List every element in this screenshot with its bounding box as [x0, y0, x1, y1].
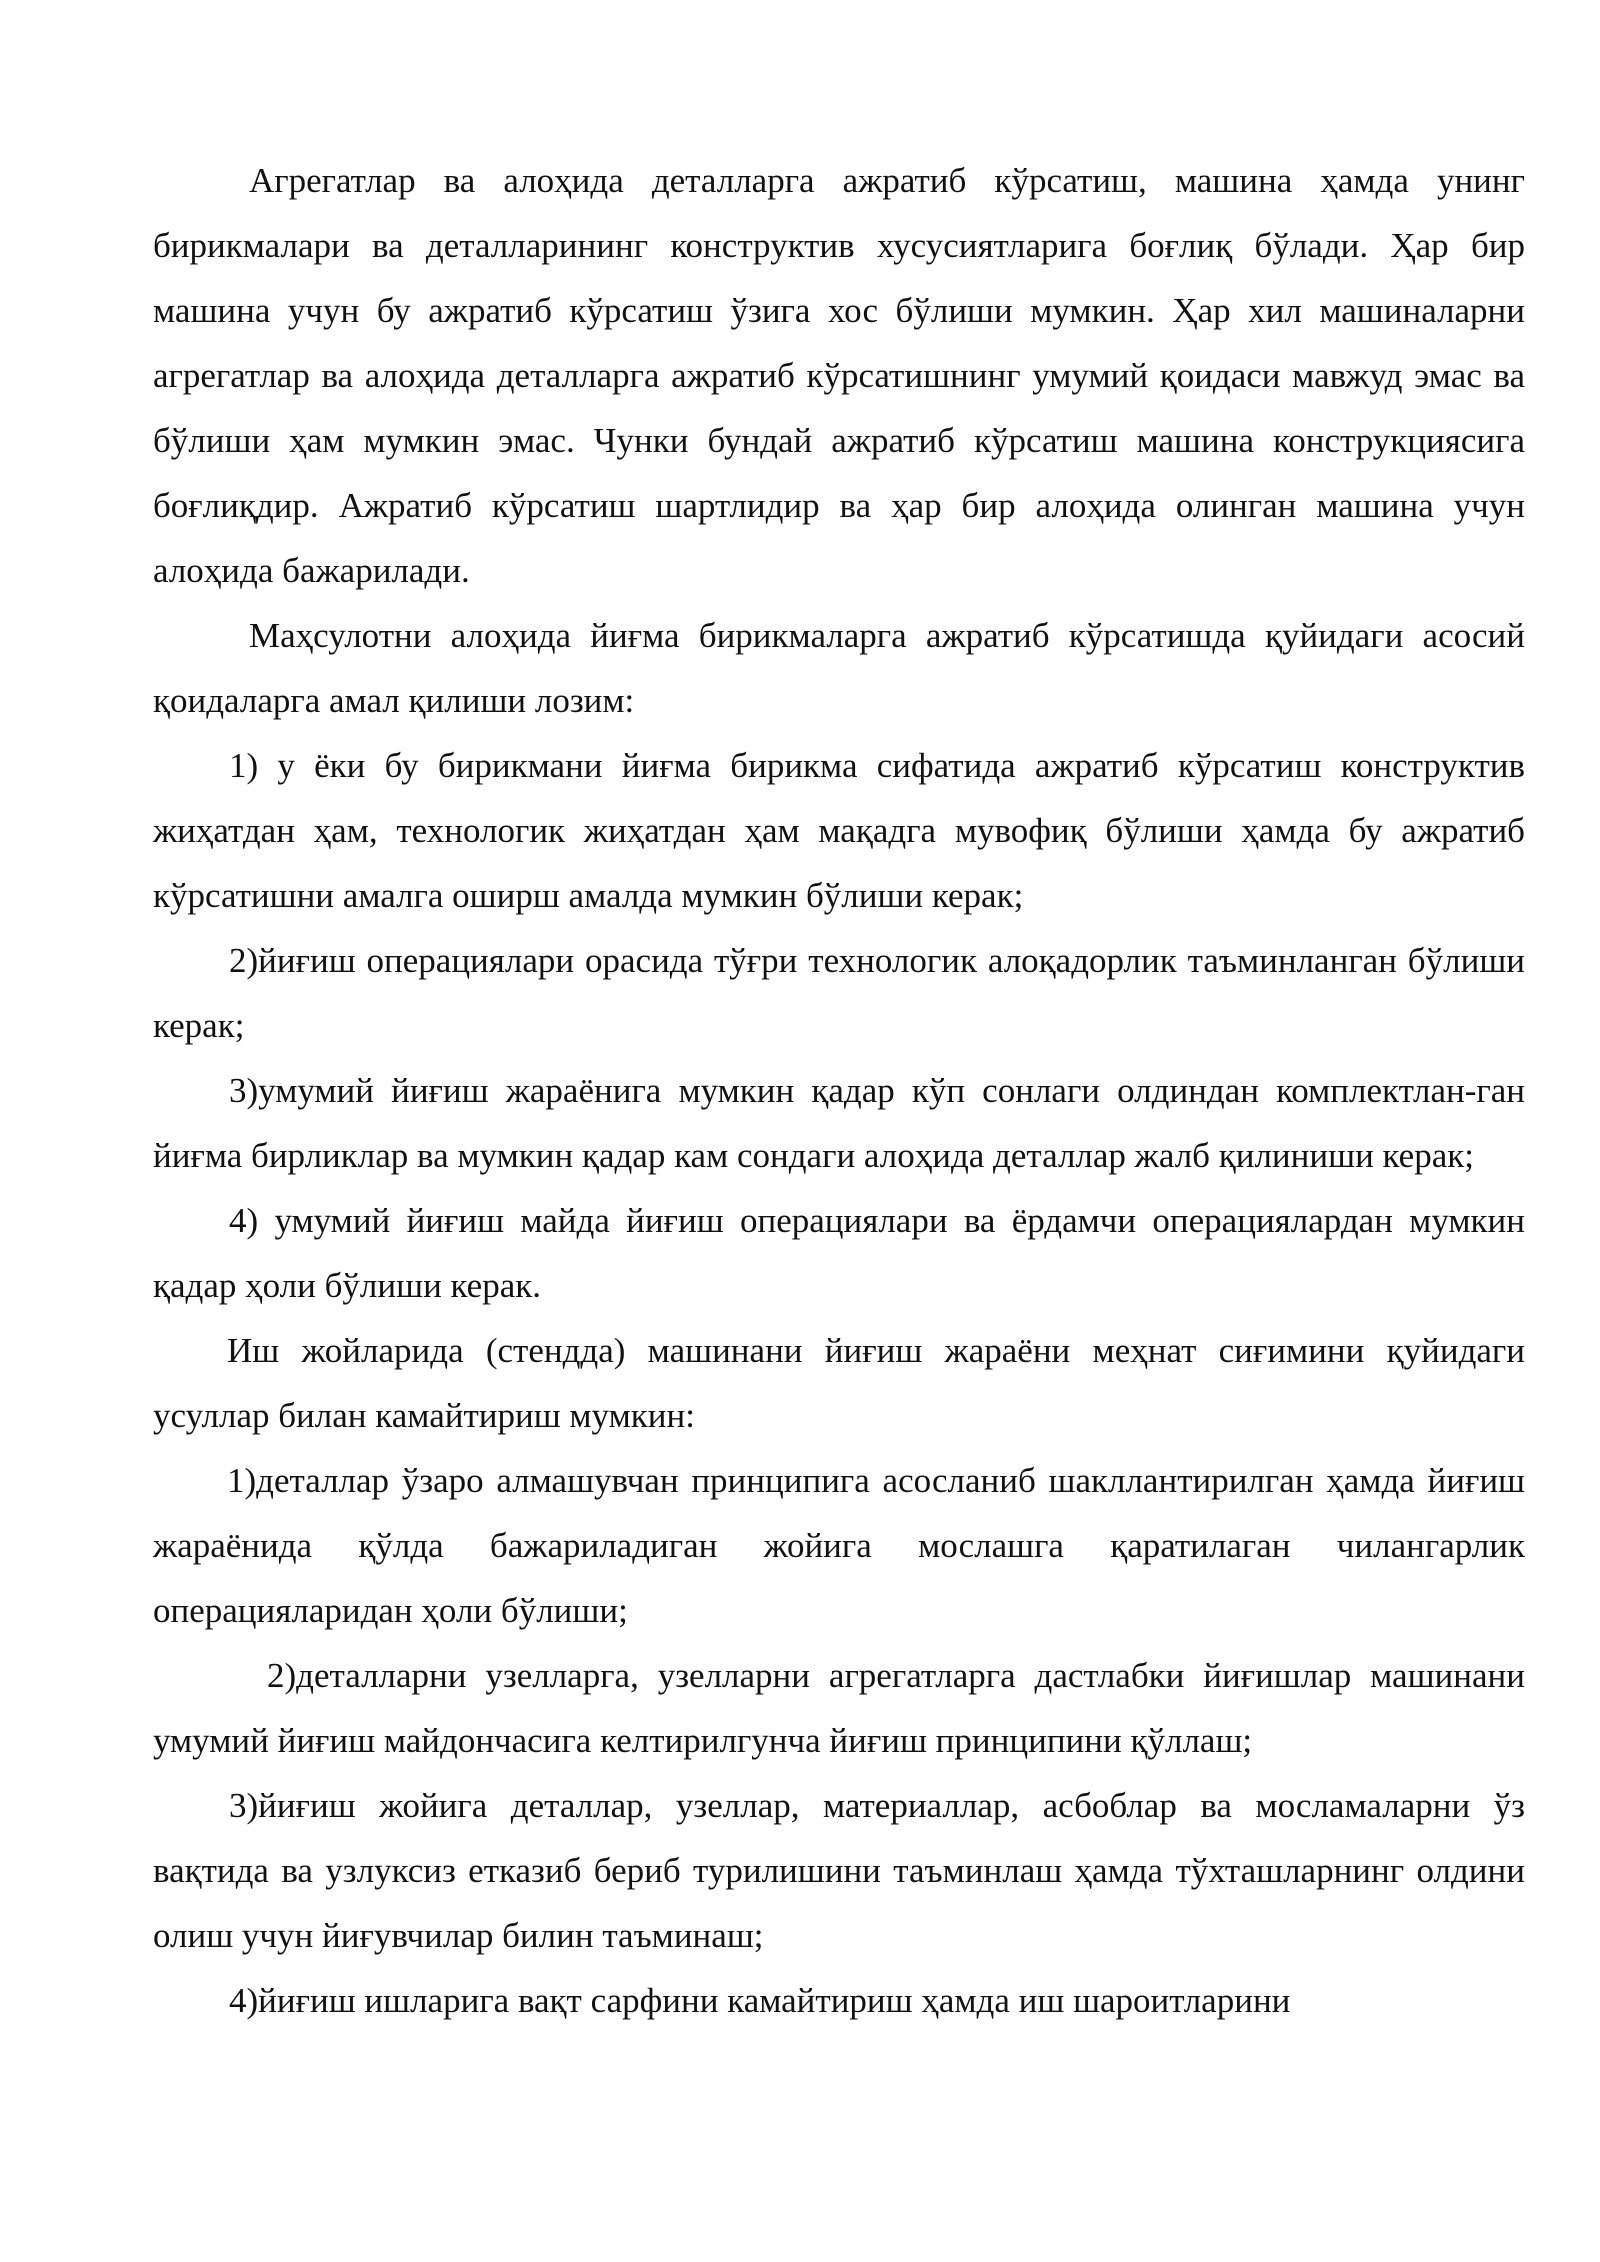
paragraph-rule-3: 3)умумий йиғиш жараёнига мумкин қадар кўп сонлаги олдиндан комплектлан-ган йиғма бирликлар ва мумкин қадар кам сондаги алоҳида деталлар жалб қилиниши керак;: [153, 1071, 1525, 1175]
paragraph-rules-intro: Маҳсулотни алоҳида йиғма бирикмаларга ажратиб кўрсатишда қуйидаги асосий қоидаларга амал қилиши лозим:: [153, 616, 1525, 720]
paragraph-method-2: 2)деталларни узелларга, узелларни агрегатларга дастлабки йиғишлар машинани умумий йиғиш майдончасига келтирилгунча йиғиш принципини қўллаш;: [153, 1656, 1525, 1760]
paragraph-rule-4: 4) умумий йиғиш майда йиғиш операциялари ва ёрдамчи операциялардан мумкин қадар ҳоли бўлиши керак.: [153, 1201, 1525, 1305]
paragraph-rule-1: 1) у ёки бу бирикмани йиғма бирикма сифатида ажратиб кўрсатиш конструктив жиҳатдан ҳам, технологик жиҳатдан ҳам мақадга мувофиқ бўлиши ҳамда бу ажратиб кўрсатишни амалга оширш амалда мумкин бўлиши керак;: [153, 746, 1525, 915]
paragraph-method-1: 1)деталлар ўзаро алмашувчан принципига асосланиб шакллантирилган ҳамда йиғиш жараёнида қўлда бажариладиган жойига мослашга қаратилаган чилангарлик операцияларидан ҳоли бўлиши;: [153, 1461, 1525, 1630]
paragraph-rule-2: 2)йиғиш операциялари орасида тўғри технологик алоқадорлик таъминланган бўлиши керак;: [153, 941, 1525, 1045]
paragraph-methods-intro: Иш жойларида (стендда) машинани йиғиш жараёни меҳнат сиғимини қуйидаги усуллар билан камайтириш мумкин:: [153, 1331, 1525, 1435]
paragraph-method-3: 3)йиғиш жойига деталлар, узеллар, материаллар, асбоблар ва мосламаларни ўз вақтида ва узлуксиз етказиб бериб турилишини таъминлаш ҳамда тўхташларнинг олдини олиш учун йиғувчилар билин таъминаш;: [153, 1786, 1525, 1955]
paragraph-method-4: 4)йиғиш ишларига вақт сарфини камайтириш ҳамда иш шароитларини: [229, 1981, 1291, 2020]
document-body: [153, 148, 1525, 2033]
paragraph-aggregates-intro: Агрегатлар ва алоҳида деталларга ажратиб кўрсатиш, машина ҳамда унинг бирикмалари ва деталларининг конструктив хусусиятларига боғлиқ бўлади. Ҳар бир машина учун бу ажратиб кўрсатиш ўзига хос бўлиши мумкин. Ҳар хил машиналарни агрегатлар ва алоҳида деталларга ажратиб кўрсатишнинг умумий қоидаси мавжуд эмас ва бўлиши ҳам мумкин эмас. Чунки бундай ажратиб кўрсатиш машина конструкциясига боғлиқдир. Ажратиб кўрсатиш шартлидир ва ҳар бир алоҳида олинган машина учун алоҳида бажарилади.: [153, 161, 1525, 590]
